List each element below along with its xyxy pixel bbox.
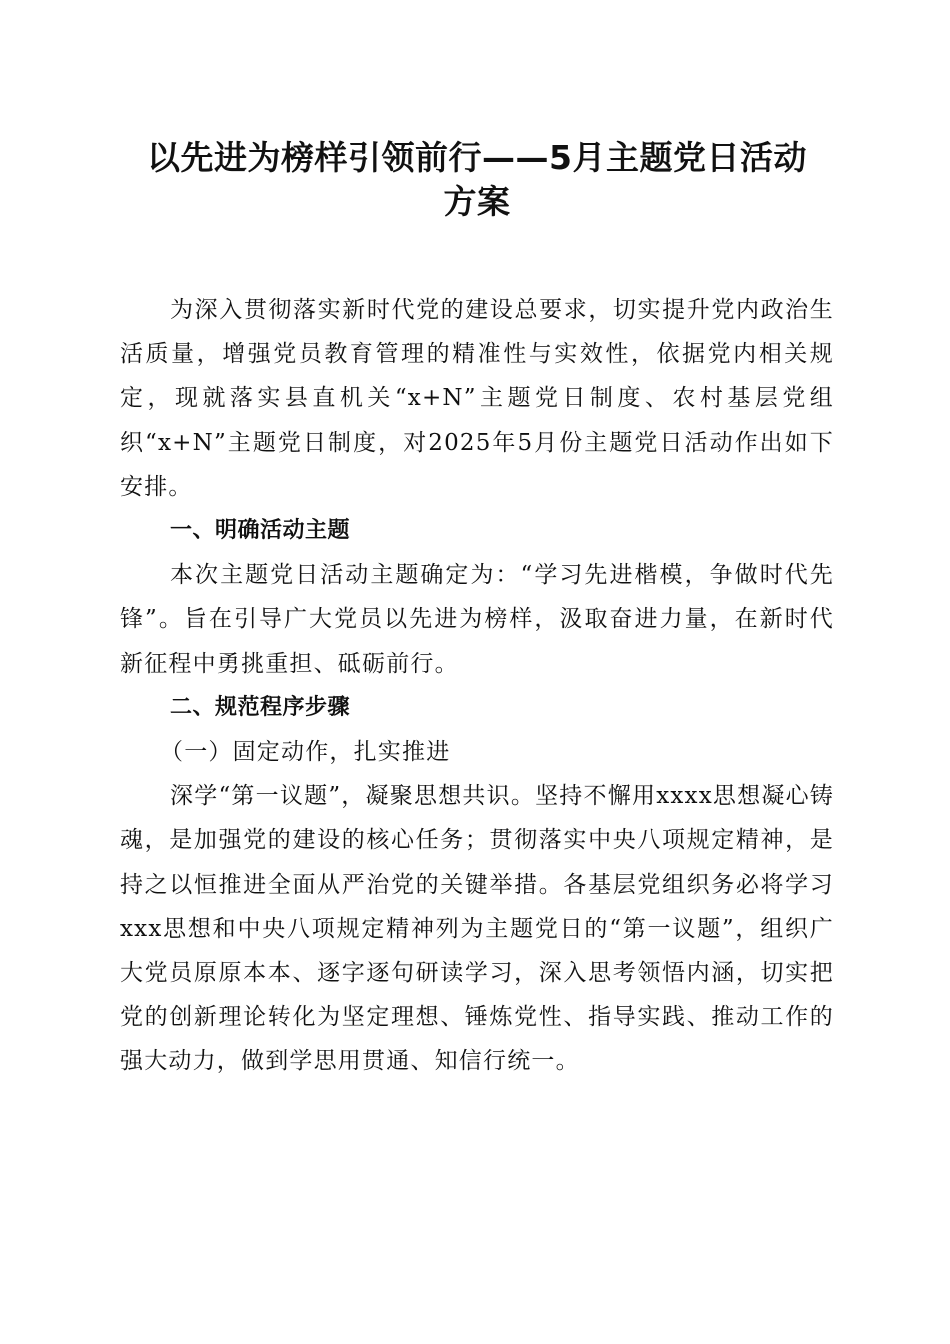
document-title-line-2: 方案 xyxy=(443,182,511,221)
section-2-heading: 二、规范程序步骤 xyxy=(170,694,351,720)
intro-paragraph: 为深入贯彻落实新时代党的建设总要求，切实提升党内政治生活质量，增强党员教育管理的精准性与实效性，依据党内相关规定，现就落实县直机关“x+N”主题党日制度、农村基层党组织“x+N”主题党日制度，对2025年5月份主题党日活动作出如下安排。 xyxy=(120,297,834,500)
section-1-paragraph: 本次主题党日活动主题确定为：“学习先进楷模，争做时代先锋”。旨在引导广大党员以先进为榜样，汲取奋进力量，在新时代新征程中勇挑重担、砥砺前行。 xyxy=(120,562,834,677)
document-body xyxy=(120,288,834,1084)
section-2-sub-1-paragraph: 深学“第一议题”，凝聚思想共识。坚持不懈用xxxx思想凝心铸魂，是加强党的建设的核心任务；贯彻落实中央八项规定精神，是持之以恒推进全面从严治党的关键举措。各基层党组织务必将学习xxx思想和中央八项规定精神列为主题党日的“第一议题”，组织广大党员原原本本、逐字逐句研读学习，深入思考领悟内涵，切实把党的创新理论转化为坚定理想、锤炼党性、指导实践、推动工作的强大动力，做到学思用贯通、知信行统一。 xyxy=(120,783,834,1075)
document-page xyxy=(120,136,834,1084)
document-title-line-1: 以先进为榜样引领前行——5月主题党日活动 xyxy=(147,138,807,177)
section-2-subheading-1: （一）固定动作，扎实推进 xyxy=(160,739,451,766)
document-title xyxy=(120,136,834,224)
section-1-heading: 一、明确活动主题 xyxy=(170,518,351,544)
